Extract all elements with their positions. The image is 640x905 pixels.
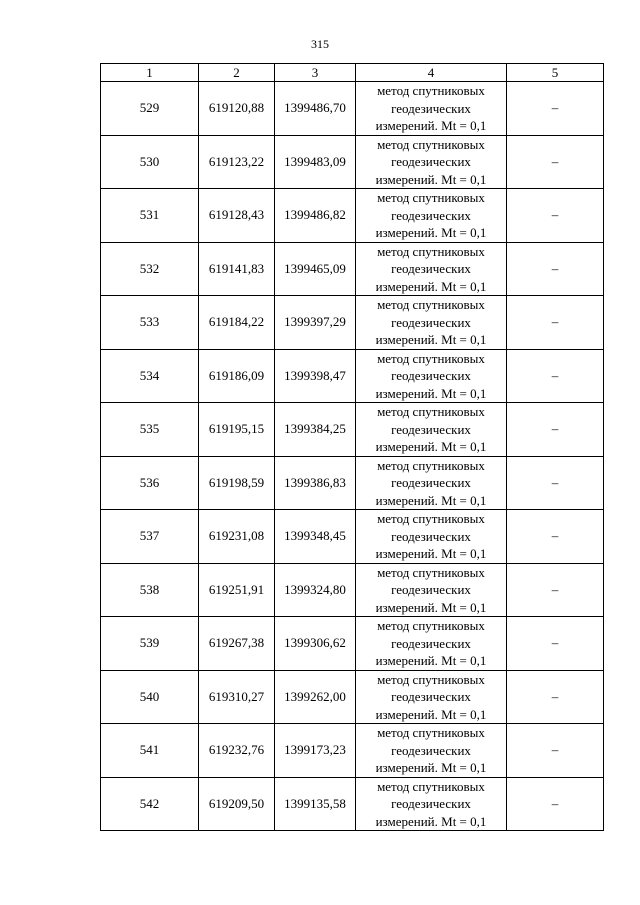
method-line-2: геодезических: [391, 796, 471, 811]
column-header-2: 2: [199, 64, 275, 82]
method-cell: [356, 724, 507, 778]
method-line-3: измерений. Mt = 0,1: [375, 599, 487, 615]
x-coordinate-cell: 619232,76: [199, 724, 275, 778]
column-5-cell: –: [507, 456, 604, 510]
column-5-cell: –: [507, 617, 604, 671]
method-line-1: метод спутниковых: [377, 136, 485, 152]
column-5-cell: –: [507, 189, 604, 243]
point-number-cell: 540: [101, 670, 199, 724]
table-row: [101, 563, 604, 617]
method-line-3: измерений. Mt = 0,1: [375, 760, 487, 775]
method-line-2: геодезических: [391, 368, 471, 383]
column-header-4: 4: [356, 64, 507, 82]
method-line-1: метод спутниковых: [377, 778, 485, 794]
y-coordinate-cell: 1399386,83: [275, 456, 356, 510]
y-coordinate-cell: 1399465,09: [275, 242, 356, 296]
point-number-cell: 533: [101, 296, 199, 350]
table-row: [101, 777, 604, 831]
point-number-cell: 539: [101, 617, 199, 671]
y-coordinate-cell: 1399306,62: [275, 617, 356, 671]
x-coordinate-cell: 619184,22: [199, 296, 275, 350]
point-number-cell: 541: [101, 724, 199, 778]
method-line-2: геодезических: [391, 635, 471, 651]
column-5-cell: –: [507, 82, 604, 136]
method-cell: [356, 135, 507, 189]
column-5-cell: –: [507, 296, 604, 350]
table-row: [101, 296, 604, 350]
point-number-cell: 542: [101, 777, 199, 831]
table-body: [101, 82, 604, 831]
y-coordinate-cell: 1399324,80: [275, 563, 356, 617]
point-number-cell: 537: [101, 510, 199, 564]
method-line-2: геодезических: [391, 314, 471, 330]
method-line-1: метод спутниковых: [377, 404, 485, 419]
method-line-3: измерений. Mt = 0,1: [375, 332, 487, 347]
column-5-cell: –: [507, 135, 604, 189]
coordinates-table: [100, 63, 604, 831]
method-line-2: геодезических: [391, 100, 471, 116]
method-cell: [356, 617, 507, 671]
x-coordinate-cell: 619195,15: [199, 403, 275, 457]
method-line-1: метод спутниковых: [377, 618, 485, 633]
method-line-2: геодезических: [391, 421, 471, 437]
method-line-2: геодезических: [391, 528, 471, 544]
y-coordinate-cell: 1399483,09: [275, 135, 356, 189]
method-line-1: метод спутниковых: [377, 83, 485, 98]
column-header-5: 5: [507, 64, 604, 82]
column-header-3: 3: [275, 64, 356, 82]
x-coordinate-cell: 619198,59: [199, 456, 275, 510]
point-number-cell: 538: [101, 563, 199, 617]
x-coordinate-cell: 619120,88: [199, 82, 275, 136]
method-line-2: геодезических: [391, 689, 471, 704]
y-coordinate-cell: 1399486,70: [275, 82, 356, 136]
point-number-cell: 536: [101, 456, 199, 510]
method-line-1: метод спутниковых: [377, 671, 485, 687]
method-cell: [356, 296, 507, 350]
method-line-2: геодезических: [391, 261, 471, 276]
table-row: [101, 617, 604, 671]
method-line-2: геодезических: [391, 742, 471, 758]
y-coordinate-cell: 1399135,58: [275, 777, 356, 831]
x-coordinate-cell: 619186,09: [199, 349, 275, 403]
column-5-cell: –: [507, 777, 604, 831]
method-cell: [356, 189, 507, 243]
method-cell: [356, 563, 507, 617]
method-line-3: измерений. Mt = 0,1: [375, 706, 487, 722]
method-line-3: измерений. Mt = 0,1: [375, 653, 487, 668]
method-line-3: измерений. Mt = 0,1: [375, 492, 487, 508]
y-coordinate-cell: 1399397,29: [275, 296, 356, 350]
x-coordinate-cell: 619310,27: [199, 670, 275, 724]
method-line-1: метод спутниковых: [377, 511, 485, 526]
table-row: [101, 135, 604, 189]
y-coordinate-cell: 1399384,25: [275, 403, 356, 457]
column-5-cell: –: [507, 670, 604, 724]
column-5-cell: –: [507, 349, 604, 403]
method-cell: [356, 670, 507, 724]
x-coordinate-cell: 619251,91: [199, 563, 275, 617]
y-coordinate-cell: 1399173,23: [275, 724, 356, 778]
method-line-3: измерений. Mt = 0,1: [375, 546, 487, 561]
column-header-1: 1: [101, 64, 199, 82]
point-number-cell: 531: [101, 189, 199, 243]
method-cell: [356, 510, 507, 564]
method-line-1: метод спутниковых: [377, 243, 485, 259]
x-coordinate-cell: 619209,50: [199, 777, 275, 831]
method-line-1: метод спутниковых: [377, 297, 485, 312]
method-line-3: измерений. Mt = 0,1: [375, 171, 487, 187]
method-cell: [356, 242, 507, 296]
method-line-3: измерений. Mt = 0,1: [375, 385, 487, 401]
method-line-2: геодезических: [391, 207, 471, 223]
method-cell: [356, 456, 507, 510]
point-number-cell: 535: [101, 403, 199, 457]
method-line-1: метод спутниковых: [377, 564, 485, 580]
y-coordinate-cell: 1399262,00: [275, 670, 356, 724]
y-coordinate-cell: 1399486,82: [275, 189, 356, 243]
x-coordinate-cell: 619141,83: [199, 242, 275, 296]
column-5-cell: –: [507, 403, 604, 457]
column-5-cell: –: [507, 724, 604, 778]
table-row: [101, 670, 604, 724]
table-row: [101, 349, 604, 403]
point-number-cell: 532: [101, 242, 199, 296]
point-number-cell: 530: [101, 135, 199, 189]
method-cell: [356, 82, 507, 136]
method-cell: [356, 349, 507, 403]
method-line-3: измерений. Mt = 0,1: [375, 278, 487, 294]
y-coordinate-cell: 1399398,47: [275, 349, 356, 403]
x-coordinate-cell: 619267,38: [199, 617, 275, 671]
table-row: [101, 510, 604, 564]
method-line-3: измерений. Mt = 0,1: [375, 225, 487, 240]
point-number-cell: 529: [101, 82, 199, 136]
method-line-2: геодезических: [391, 154, 471, 169]
column-5-cell: –: [507, 563, 604, 617]
method-line-3: измерений. Mt = 0,1: [375, 439, 487, 454]
method-line-2: геодезических: [391, 582, 471, 597]
table-row: [101, 82, 604, 136]
x-coordinate-cell: 619128,43: [199, 189, 275, 243]
y-coordinate-cell: 1399348,45: [275, 510, 356, 564]
method-line-3: измерений. Mt = 0,1: [375, 813, 487, 829]
method-line-2: геодезических: [391, 475, 471, 490]
point-number-cell: 534: [101, 349, 199, 403]
method-line-1: метод спутниковых: [377, 190, 485, 205]
method-cell: [356, 403, 507, 457]
method-cell: [356, 777, 507, 831]
method-line-3: измерений. Mt = 0,1: [375, 118, 487, 133]
method-line-1: метод спутниковых: [377, 457, 485, 473]
x-coordinate-cell: 619231,08: [199, 510, 275, 564]
table-row: [101, 724, 604, 778]
table-row: [101, 242, 604, 296]
column-5-cell: –: [507, 242, 604, 296]
method-line-1: метод спутниковых: [377, 725, 485, 740]
table-header-row: [101, 64, 604, 82]
table-row: [101, 189, 604, 243]
method-line-1: метод спутниковых: [377, 350, 485, 366]
page-number: 315: [311, 37, 329, 51]
x-coordinate-cell: 619123,22: [199, 135, 275, 189]
table-row: [101, 456, 604, 510]
column-5-cell: –: [507, 510, 604, 564]
table-row: [101, 403, 604, 457]
